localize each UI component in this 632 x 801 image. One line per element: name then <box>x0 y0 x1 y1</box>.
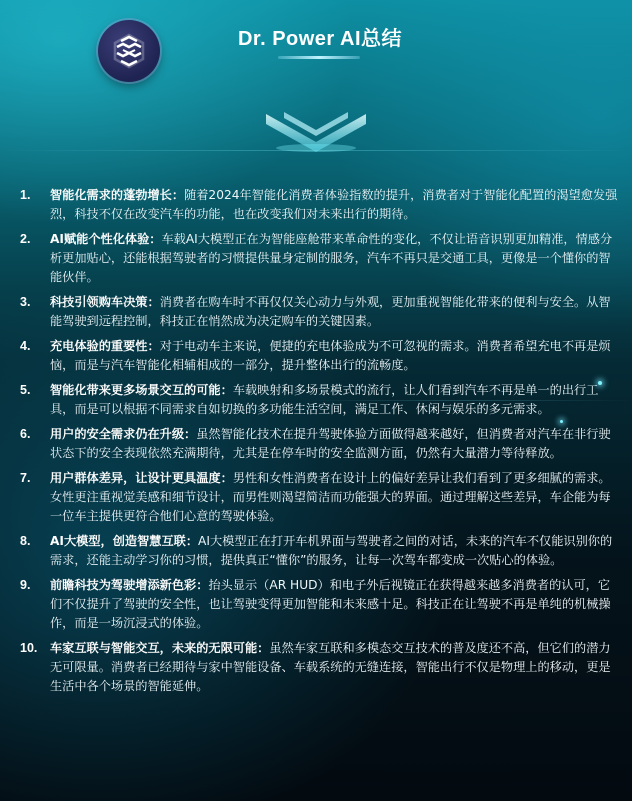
item-number: 2. <box>20 232 31 246</box>
item-number: 1. <box>20 188 31 202</box>
item-body: 对于电动车主来说，便捷的充电体验成为不可忽视的需求。消费者希望充电不再是烦恼，而是与汽车智能化相辅相成的一部分，提升整体出行的流畅度。 <box>50 339 611 372</box>
sparkle-icon <box>560 420 563 423</box>
item-heading: 用户群体差异，让设计更具温度： <box>50 471 233 485</box>
sparkle-icon <box>598 381 602 385</box>
list-item <box>20 639 620 696</box>
item-number: 9. <box>20 578 31 592</box>
summary-list <box>20 186 620 702</box>
item-heading: AI赋能个性化体验： <box>50 232 162 246</box>
list-item <box>20 337 620 375</box>
item-body: AI大模型正在打开车机界面与驾驶者之间的对话，未来的汽车不仅能识别你的需求，还能主动学习你的习惯，提供真正“懂你”的服务，让每一次驾车都变成一次贴心的体验。 <box>50 534 613 567</box>
list-item <box>20 532 620 570</box>
item-body: 随着2024年智能化消费者体验指数的提升，消费者对于智能化配置的渴望愈发强烈，科技不仅在改变汽车的功能，也在改变我们对未来出行的期待。 <box>50 188 618 221</box>
page-title: Dr. Power AI总结 <box>237 28 403 50</box>
item-number: 6. <box>20 427 31 441</box>
item-number: 5. <box>20 383 31 397</box>
item-heading: 前瞻科技为驾驶增添新色彩： <box>50 578 209 592</box>
item-text <box>50 425 620 463</box>
list-item <box>20 381 620 419</box>
item-number: 4. <box>20 339 31 353</box>
chevron-down-icon <box>256 108 376 158</box>
item-body: 消费者在购车时不再仅仅关心动力与外观，更加重视智能化带来的便利与安全。从智能驾驶到远程控制，科技正在悄然成为决定购车的关键因素。 <box>50 295 611 328</box>
item-text <box>50 639 620 696</box>
title-underline <box>278 56 360 59</box>
item-heading: 智能化需求的蓬勃增长： <box>50 188 185 202</box>
list-item <box>20 230 620 287</box>
item-heading: 车家互联与智能交互，未来的无限可能： <box>50 641 270 655</box>
item-body: 虽然车家互联和多模态交互技术的普及度还不高，但它们的潜力无可限量。消费者已经期待与家中智能设备、车载系统的无缝连接，智能出行不仅是物理上的移动，更是生活中各个场景的智能延伸。 <box>50 641 611 693</box>
list-item <box>20 186 620 224</box>
item-heading: 充电体验的重要性： <box>50 339 160 353</box>
item-text <box>50 337 620 375</box>
item-number: 10. <box>20 641 38 655</box>
item-body: 虽然智能化技术在提升驾驶体验方面做得越来越好，但消费者对汽车在非行驶状态下的安全表现依然充满期待，尤其是在停车时的安全监测方面，仍然有大量潜力等待释放。 <box>50 427 611 460</box>
item-body: 车载AI大模型正在为智能座舱带来革命性的变化，不仅让语音识别更加精准，情感分析更加贴心，还能根据驾驶者的习惯提供量身定制的服务，汽车不再只是交通工具，更像是一个懂你的智能伙伴。 <box>50 232 613 284</box>
item-heading: 科技引领购车决策： <box>50 295 160 309</box>
item-text <box>50 469 620 526</box>
item-text <box>50 532 620 570</box>
item-text <box>50 186 620 224</box>
item-body: 抬头显示（AR HUD）和电子外后视镜正在获得越来越多消费者的认可，它们不仅提升了驾驶的安全性，也让驾驶变得更加智能和未来感十足。科技正在让驾驶不再是单纯的机械操作，而是一场沉浸式的体验。 <box>50 578 611 630</box>
list-item <box>20 425 620 463</box>
item-text <box>50 230 620 287</box>
item-heading: AI大模型，创造智慧互联： <box>50 534 199 548</box>
item-text <box>50 381 620 419</box>
item-text <box>50 576 620 633</box>
geometric-cube-logo-icon <box>98 20 160 82</box>
item-number: 7. <box>20 471 31 485</box>
list-item <box>20 576 620 633</box>
item-heading: 智能化带来更多场景交互的可能： <box>50 383 233 397</box>
item-body: 车载映射和多场景模式的流行，让人们看到汽车不再是单一的出行工具，而是可以根据不同需求自如切换的多功能生活空间，满足工作、休闲与娱乐的多元需求。 <box>50 383 599 416</box>
item-number: 3. <box>20 295 31 309</box>
item-number: 8. <box>20 534 31 548</box>
list-item <box>20 293 620 331</box>
list-item <box>20 469 620 526</box>
item-heading: 用户的安全需求仍在升级： <box>50 427 197 441</box>
item-body: 男性和女性消费者在设计上的偏好差异让我们看到了更多细腻的需求。女性更注重视觉美感和细节设计，而男性则渴望简洁而功能强大的界面。通过理解这些差异，车企能为每一位车主提供更符合他们心意的驾驶体验。 <box>50 471 611 523</box>
header <box>0 0 632 170</box>
item-text <box>50 293 620 331</box>
